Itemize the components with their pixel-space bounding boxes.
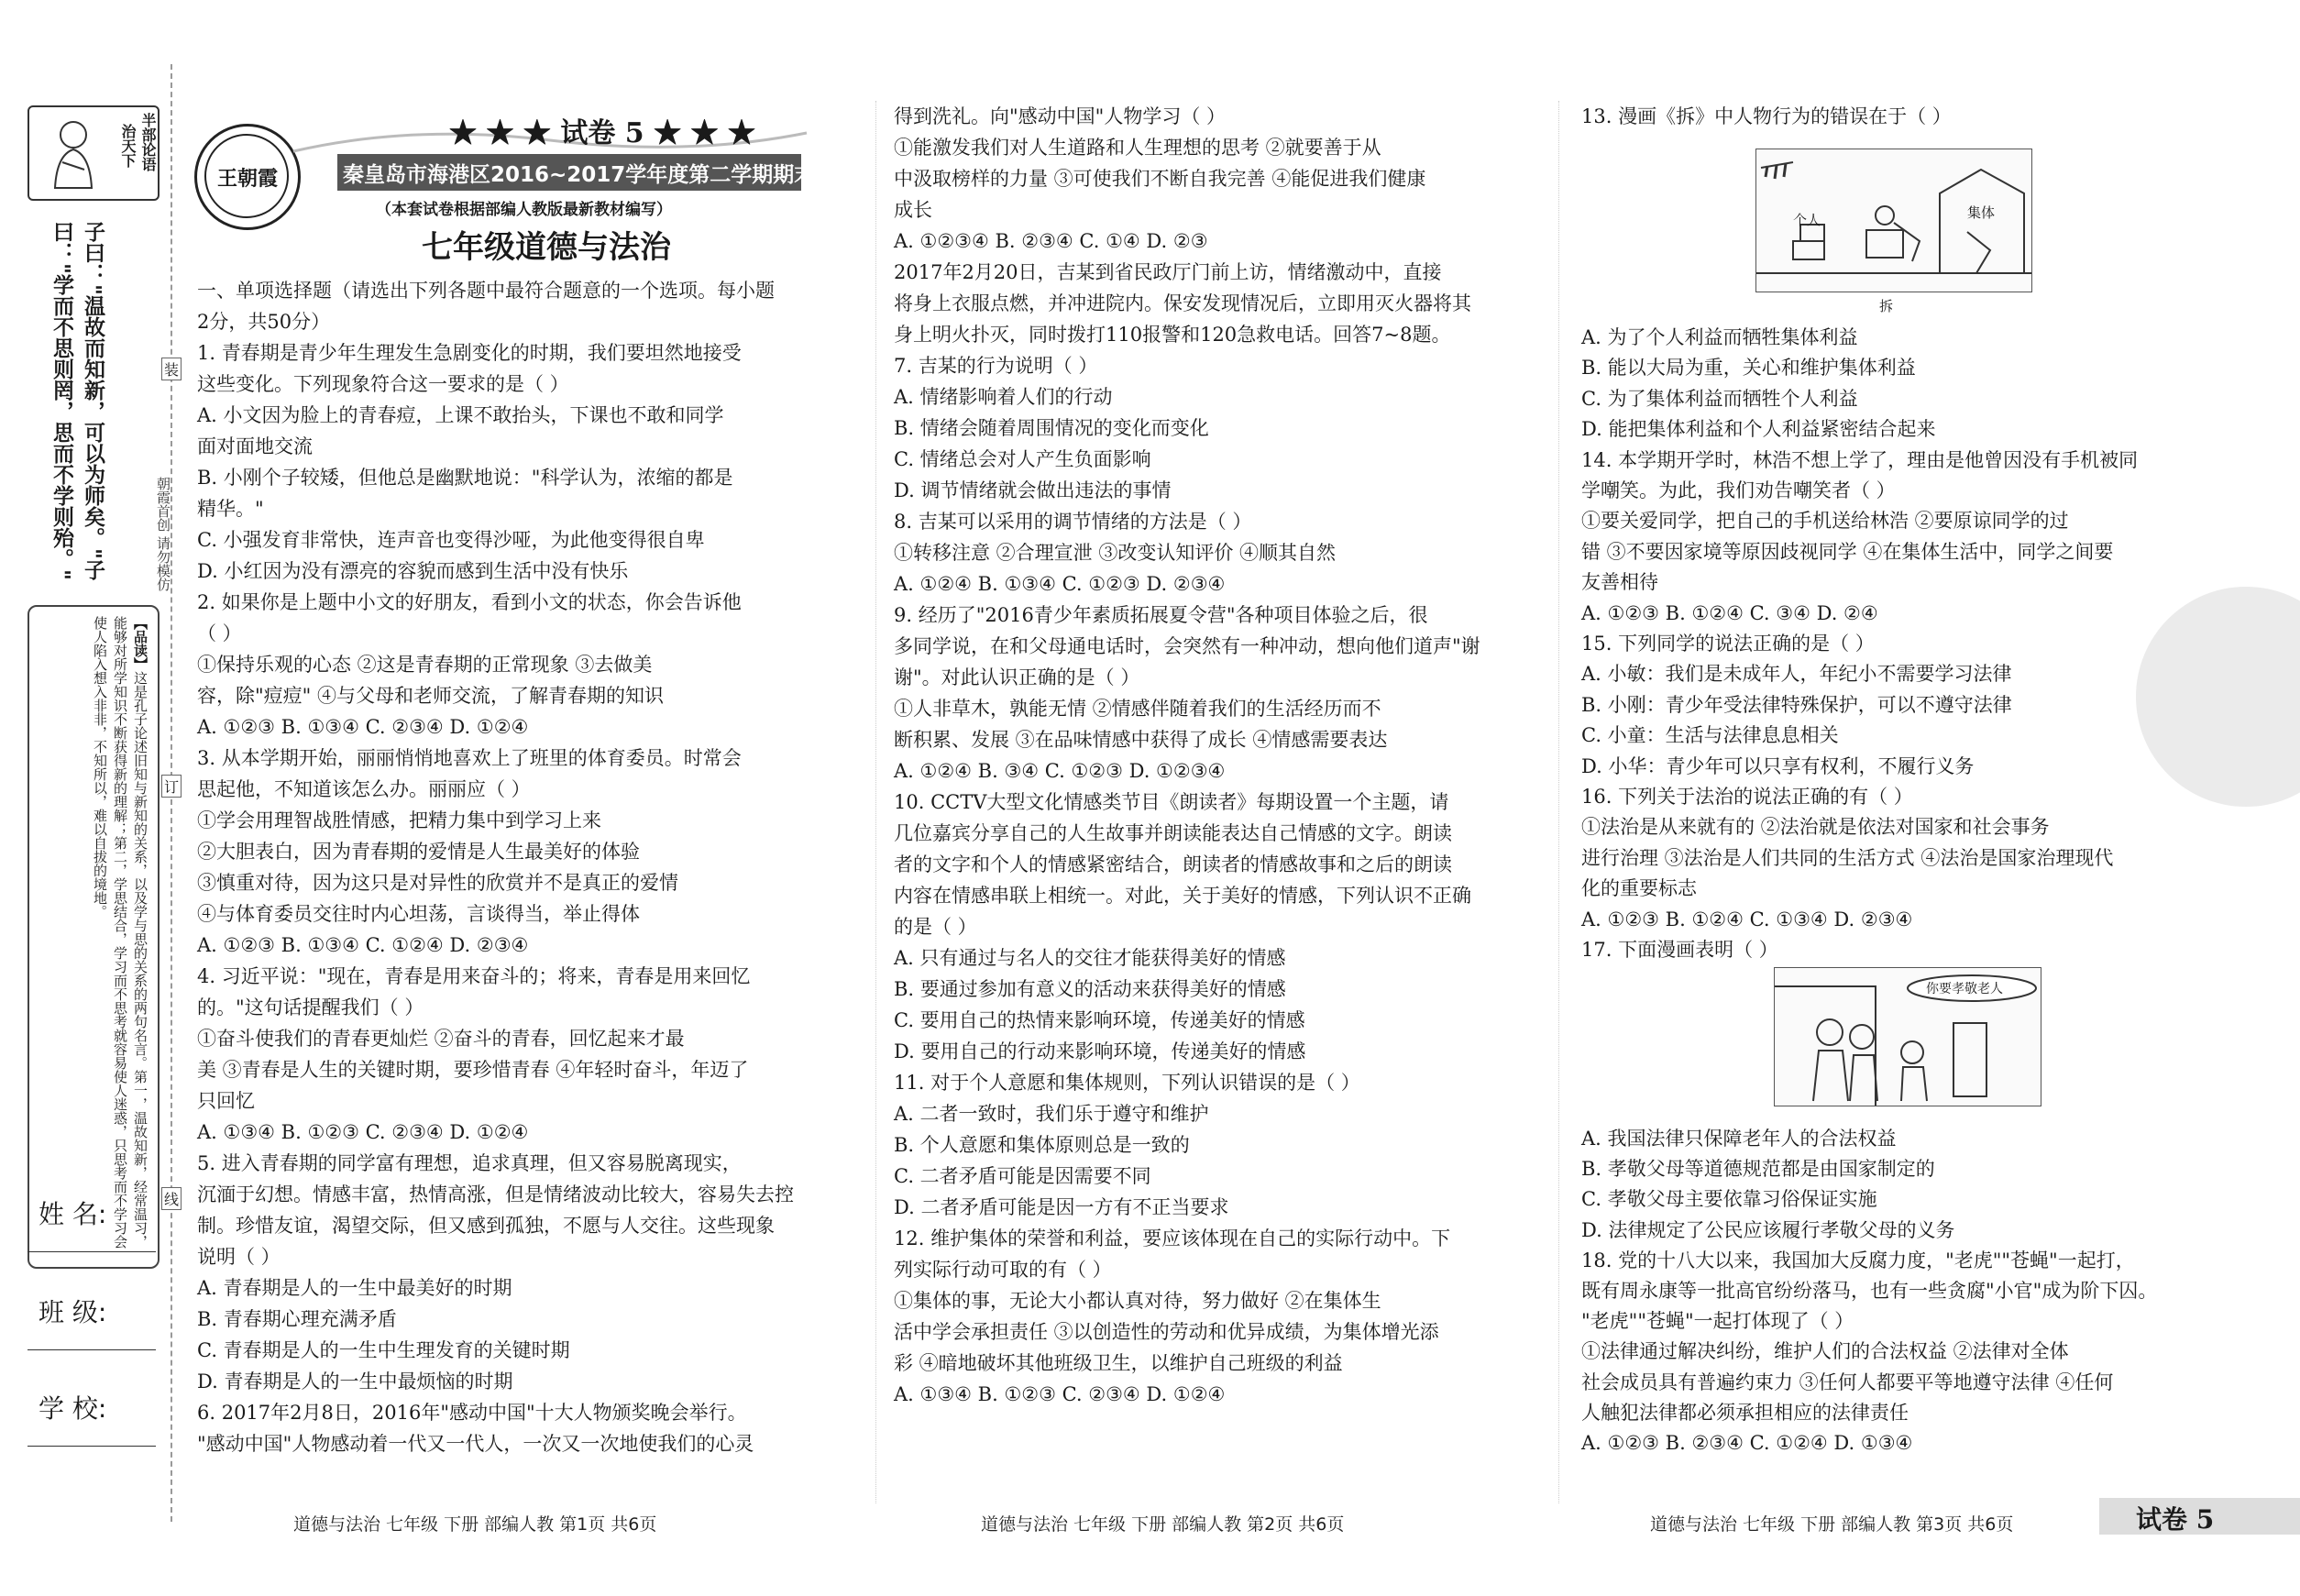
question-line: ①要关爱同学，把自己的手机送给林浩 ②要原谅同学的过 bbox=[1581, 510, 2069, 533]
column-divider-1 bbox=[875, 101, 876, 1503]
question-line: B. 个人意愿和集体原则总是一致的 bbox=[894, 1134, 1190, 1156]
question-line: B. 情绪会随着周围情况的变化而变化 bbox=[894, 417, 1209, 439]
question-line: 活中学会承担责任 ③以创造性的劳动和优异成绩，为集体增光添 bbox=[894, 1321, 1439, 1343]
question-line: 5. 进入青春期的同学富有理想，追求真理，但又容易脱离现实， bbox=[197, 1152, 742, 1174]
question-line: 沉湎于幻想。情感丰富，热情高涨，但是情绪波动比较大，容易失去控 bbox=[197, 1183, 794, 1205]
question-line: 7. 吉某的行为说明（ ） bbox=[894, 355, 1098, 377]
question-line: 成长 bbox=[894, 199, 932, 221]
question-line: D. 调节情绪就会做出违法的事情 bbox=[894, 479, 1172, 501]
cartoon-bubble-text: 你要孝敬老人 bbox=[1926, 982, 2003, 996]
question-line: 得到洗礼。向"感动中国"人物学习（ ） bbox=[894, 105, 1226, 127]
question-line: 2分，共50分） bbox=[197, 311, 331, 333]
question-line: D. 青春期是人的一生中最烦恼的时期 bbox=[197, 1370, 513, 1392]
question-line: A. 为了个人利益而牺牲集体利益 bbox=[1581, 326, 1858, 348]
question-line: （ ） bbox=[197, 622, 242, 644]
question-line: D. 法律规定了公民应该履行孝敬父母的义务 bbox=[1581, 1218, 1955, 1241]
question-line: A. ①②③ B. ①②④ C. ①③④ D. ②③④ bbox=[1581, 908, 1913, 930]
question-line: 既有周永康等一批高官纷纷落马，也有一些贪腐"小官"成为阶下囚。 bbox=[1581, 1280, 2158, 1302]
question-line: 断积累、发展 ③在品味情感中获得了成长 ④情感需要表达 bbox=[894, 729, 1388, 751]
question-line: ①学会用理智战胜情感，把精力集中到学习上来 bbox=[197, 809, 601, 831]
question-line: 2017年2月20日，吉某到省民政厅门前上访，情绪激动中，直接 bbox=[894, 261, 1442, 283]
question-line: C. 要用自己的热情来影响环境，传递美好的情感 bbox=[894, 1009, 1305, 1031]
question-line: ①人非草木，孰能无情 ②情感伴随着我们的生活经历而不 bbox=[894, 698, 1381, 720]
question-line: A. ①③④ B. ①②③ C. ②③④ D. ①②④ bbox=[894, 1383, 1226, 1405]
cartoon-demolish bbox=[1755, 149, 2032, 292]
sidebar-top-box bbox=[28, 105, 160, 201]
series-label: ★ ★ ★ 试卷 5 ★ ★ ★ bbox=[449, 117, 755, 149]
question-line: 9. 经历了"2016青少年素质拓展夏令营"各种项目体验之后，很 bbox=[894, 604, 1428, 626]
question-line: 13. 漫画《拆》中人物行为的错误在于（ ） bbox=[1581, 105, 1952, 127]
question-line: ①集体的事，无论大小都认真对待，努力做好 ②在集体生 bbox=[894, 1290, 1381, 1312]
name-field[interactable] bbox=[28, 1187, 156, 1252]
question-line: 几位嘉宾分享自己的人生故事并朗读能表达自己情感的文字。朗读 bbox=[894, 822, 1452, 844]
question-line: 学嘲笑。为此，我们劝告嘲笑者（ ） bbox=[1581, 479, 1896, 501]
question-line: A. ①②③ B. ①②④ C. ③④ D. ②④ bbox=[1581, 601, 1878, 624]
commentary-box bbox=[28, 605, 160, 1269]
question-line: 15. 下列同学的说法正确的是（ ） bbox=[1581, 633, 1875, 655]
question-line: 制。珍惜友谊，渴望交际，但又感到孤独，不愿与人交往。这些现象 bbox=[197, 1215, 775, 1237]
question-line: 2. 如果你是上题中小文的好朋友，看到小文的状态，你会告诉他 bbox=[197, 591, 742, 613]
question-line: 6. 2017年2月8日，2016年"感动中国"十大人物颁奖晚会举行。 bbox=[197, 1402, 747, 1424]
cartoon-label-left: 个人 bbox=[1793, 212, 1821, 228]
school-field[interactable] bbox=[28, 1381, 156, 1447]
class-field[interactable] bbox=[28, 1285, 156, 1350]
cartoon-filial bbox=[1774, 967, 2041, 1106]
question-line: A. ①②④ B. ①③④ C. ①②③ D. ②③④ bbox=[894, 573, 1226, 595]
question-line: ①奋斗使我们的青春更灿烂 ②奋斗的青春，回忆起来才最 bbox=[197, 1028, 685, 1050]
exam-note: （本套试卷根据部编人教版最新教材编写） bbox=[376, 201, 672, 219]
question-line: A. 我国法律只保障老年人的合法权益 bbox=[1581, 1128, 1897, 1150]
cartoon-label-right: 集体 bbox=[1967, 204, 1996, 221]
sidebar-top-text-1: 半部论语 bbox=[139, 113, 157, 171]
question-line: A. 只有通过与名人的交往才能获得美好的情感 bbox=[894, 947, 1286, 969]
footer-badge-text: 试卷 5 bbox=[2136, 1504, 2215, 1535]
question-line: 16. 下列关于法治的说法正确的有（ ） bbox=[1581, 786, 1913, 808]
commentary-body: 这是孔子论述旧知与新知的关系，以及学与思的关系的两句名言。第一，温故知新，经常温习，能够对所学知识不断获得新的理解；第二，学思结合，学习而不思考就容易使人迷惑，只思考而不学习会使人陷入想入非非，不知所以，难以自拔的境地。 bbox=[92, 616, 149, 1249]
question-line: 10. CCTV大型文化情感类节目《朗读者》每期设置一个主题，请 bbox=[894, 791, 1449, 813]
fold-mark-2: 订 bbox=[161, 775, 182, 798]
question-line: ①法律通过解决纠纷，维护人们的合法权益 ②法律对全体 bbox=[1581, 1340, 2069, 1363]
question-line: ①转移注意 ②合理宣泄 ③改变认知评价 ④顺其自然 bbox=[894, 542, 1337, 564]
exam-title: 秦皇岛市海港区2016~2017学年度第二学期期末质量检测试卷 bbox=[343, 163, 942, 187]
question-line: 中汲取榜样的力量 ③可使我们不断自我完善 ④能促进我们健康 bbox=[894, 168, 1426, 190]
question-line: B. 能以大局为重，关心和维护集体利益 bbox=[1581, 357, 1916, 380]
question-line: 彩 ④暗地破坏其他班级卫生，以维护自己班级的利益 bbox=[894, 1352, 1343, 1374]
question-line: C. 小童：生活与法律息息相关 bbox=[1581, 724, 1839, 747]
question-line: 谢"。对此认识正确的是（ ） bbox=[894, 666, 1140, 688]
question-line: ④与体育委员交往时内心坦荡，言谈得当，举止得体 bbox=[197, 903, 640, 925]
question-line: 17. 下面漫画表明（ ） bbox=[1581, 939, 1778, 961]
logo-text: 王朝霞 bbox=[216, 167, 278, 191]
confucius-figure-icon bbox=[37, 115, 110, 192]
question-line: 3. 从本学期开始，丽丽悄悄地喜欢上了班里的体育委员。时常会 bbox=[197, 747, 742, 769]
question-line: 进行治理 ③法治是人们共同的生活方式 ④法治是国家治理现代 bbox=[1581, 846, 2114, 869]
fold-mark-3: 线 bbox=[161, 1187, 182, 1210]
question-line: 14. 本学期开学时，林浩不想上学了，理由是他曾因没有手机被同 bbox=[1581, 448, 2139, 471]
question-line: 者的文字和个人的情感紧密结合，朗读者的情感故事和之后的朗读 bbox=[894, 853, 1452, 875]
question-line: 这些变化。下列现象符合这一要求的是（ ） bbox=[197, 373, 569, 395]
question-line: C. 情绪总会对人产生负面影响 bbox=[894, 448, 1151, 470]
question-line: 精华。" bbox=[197, 498, 264, 520]
question-line: 身上明火扑灭，同时拨打110报警和120急救电话。回答7~8题。 bbox=[894, 324, 1451, 346]
question-line: 一、单项选择题（请选出下列各题中最符合题意的一个选项。每小题 bbox=[197, 280, 775, 302]
question-line: A. 青春期是人的一生中最美好的时期 bbox=[197, 1277, 512, 1299]
footer-page-1: 道德与法治 七年级 下册 部编人教 第1页 共6页 bbox=[293, 1514, 657, 1535]
question-line: C. 为了集体利益而牺牲个人利益 bbox=[1581, 387, 1858, 410]
fold-mark-1: 装 bbox=[161, 358, 182, 380]
question-line: D. 小红因为没有漂亮的容貌而感到生活中没有快乐 bbox=[197, 560, 629, 582]
question-line: A. ①②③ B. ①③④ C. ②③④ D. ①②④ bbox=[197, 716, 529, 738]
question-line: 内容在情感串联上相统一。对此，关于美好的情感，下列认识不正确 bbox=[894, 885, 1471, 907]
question-line: 说明（ ） bbox=[197, 1246, 281, 1268]
question-line: ③慎重对待，因为这只是对异性的欣赏并不是真正的爱情 bbox=[197, 872, 678, 894]
question-line: C. 青春期是人的一生中生理发育的关键时期 bbox=[197, 1339, 570, 1361]
question-line: "老虎""苍蝇"一起打体现了（ ） bbox=[1581, 1310, 1854, 1333]
question-line: 思起他，不知道该怎么办。丽丽应（ ） bbox=[197, 778, 531, 800]
question-line: A. ①②③ B. ①③④ C. ①②④ D. ②③④ bbox=[197, 934, 529, 956]
class-label: 班 级: bbox=[39, 1297, 107, 1327]
question-line: 18. 党的十八大以来，我国加大反腐力度，"老虎""苍蝇"一起打， bbox=[1581, 1249, 2135, 1271]
question-line: 面对面地交流 bbox=[197, 435, 313, 457]
column-divider-2 bbox=[1558, 101, 1559, 1503]
question-line: D. 小华：青少年可以只享有权利，不履行义务 bbox=[1581, 754, 1975, 777]
sidebar bbox=[28, 105, 165, 1522]
question-line: 11. 对于个人意愿和集体规则，下列认识错误的是（ ） bbox=[894, 1072, 1360, 1094]
footer-page-2: 道德与法治 七年级 下册 部编人教 第2页 共6页 bbox=[981, 1514, 1345, 1535]
commentary-text bbox=[90, 616, 150, 1258]
question-line: C. 孝敬父母主要依靠习俗保证实施 bbox=[1581, 1188, 1877, 1211]
question-line: ①保持乐观的心态 ②这是青春期的正常现象 ③去做美 bbox=[197, 654, 653, 676]
question-line: A. 情绪影响着人们的行动 bbox=[894, 386, 1113, 408]
question-line: A. 小文因为脸上的青春痘，上课不敢抬头，下课也不敢和同学 bbox=[197, 404, 724, 426]
question-line: B. 要通过参加有意义的活动来获得美好的情感 bbox=[894, 978, 1286, 1000]
question-line: C. 二者矛盾可能是因需要不同 bbox=[894, 1165, 1151, 1187]
question-line: 多同学说，在和父母通电话时，会突然有一种冲动，想向他们道声"谢 bbox=[894, 635, 1480, 657]
question-line: "感动中国"人物感动着一代又一代人，一次又一次地使我们的心灵 bbox=[197, 1433, 754, 1455]
copyright-note: 朝霞首创 请勿模仿 bbox=[155, 477, 171, 591]
question-line: A. 小敏：我们是未成年人，年纪小不需要学习法律 bbox=[1581, 663, 2012, 686]
question-line: 1. 青春期是青少年生理发生急剧变化的时期，我们要坦然地接受 bbox=[197, 342, 742, 364]
sidebar-top-text-2: 治天下 bbox=[119, 124, 137, 168]
question-line: 社会成员具有普遍约束力 ③任何人都要平等地遵守法律 ④任何 bbox=[1581, 1370, 2114, 1393]
question-line: 4. 习近平说："现在，青春是用来奋斗的；将来，青春是用来回忆 bbox=[197, 965, 751, 987]
question-line: 错 ③不要因家境等原因歧视同学 ④在集体生活中，同学之间要 bbox=[1581, 540, 2114, 563]
question-line: 友善相待 bbox=[1581, 571, 1658, 594]
question-line: ①法治是从来就有的 ②法治就是依法对国家和社会事务 bbox=[1581, 816, 2050, 839]
footer-page-3: 道德与法治 七年级 下册 部编人教 第3页 共6页 bbox=[1650, 1514, 2014, 1535]
question-line: 的是（ ） bbox=[894, 916, 977, 938]
question-line: D. 能把集体利益和个人利益紧密结合起来 bbox=[1581, 418, 1936, 441]
school-label: 学 校: bbox=[39, 1393, 107, 1424]
question-line: ②大胆表白，因为青春期的爱情是人生最美好的体验 bbox=[197, 841, 640, 863]
question-line: 的。"这句话提醒我们（ ） bbox=[197, 996, 424, 1018]
commentary-label: 【品读】 bbox=[132, 616, 149, 671]
question-line: 美 ③青春是人生的关键时期，要珍惜青春 ④年轻时奋斗，年迈了 bbox=[197, 1059, 749, 1081]
question-line: A. ①③④ B. ①②③ C. ②③④ D. ①②④ bbox=[197, 1121, 529, 1143]
sidebar-quote: 子曰："温故而知新，可以为师矣。"子曰："学而不思则罔，思而不学则殆。" bbox=[50, 221, 105, 580]
question-line: D. 二者矛盾可能是因一方有不正当要求 bbox=[894, 1196, 1229, 1218]
question-line: A. ①②④ B. ③④ C. ①②③ D. ①②③④ bbox=[894, 760, 1226, 782]
question-line: A. 二者一致时，我们乐于遵守和维护 bbox=[894, 1103, 1209, 1125]
question-line: D. 要用自己的行动来影响环境，传递美好的情感 bbox=[894, 1040, 1306, 1062]
question-line: A. ①②③④ B. ②③④ C. ①④ D. ②③ bbox=[894, 230, 1208, 252]
watermark-seal-icon bbox=[2136, 587, 2300, 807]
question-line: B. 孝敬父母等道德规范都是由国家制定的 bbox=[1581, 1158, 1935, 1181]
question-line: 8. 吉某可以采用的调节情绪的方法是（ ） bbox=[894, 511, 1252, 533]
question-line: 化的重要标志 bbox=[1581, 877, 1697, 900]
question-line: 列实际行动可取的有（ ） bbox=[894, 1259, 1112, 1281]
question-line: B. 小刚个子较矮，但他总是幽默地说："科学认为，浓缩的都是 bbox=[197, 467, 733, 489]
question-line: B. 青春期心理充满矛盾 bbox=[197, 1308, 397, 1330]
question-line: 12. 维护集体的荣誉和利益，要应该体现在自己的实际行动中。下 bbox=[894, 1227, 1451, 1249]
question-line: B. 小刚：青少年受法律特殊保护，可以不遵守法律 bbox=[1581, 693, 2012, 716]
question-line: A. ①②③ B. ②③④ C. ①②④ D. ①③④ bbox=[1581, 1432, 1913, 1454]
question-line: C. 小强发育非常快，连声音也变得沙哑，为此他变得很自卑 bbox=[197, 529, 705, 551]
name-label: 姓 名: bbox=[39, 1199, 107, 1229]
question-line: 容，除"痘痘" ④与父母和老师交流，了解青春期的知识 bbox=[197, 685, 664, 707]
cartoon-caption: 拆 bbox=[1879, 298, 1894, 314]
question-line: 将身上衣服点燃，并冲进院内。保安发现情况后，立即用灭火器将其 bbox=[894, 292, 1471, 314]
question-line: 人触犯法律都必须承担相应的法律责任 bbox=[1581, 1401, 1909, 1424]
question-line: 只回忆 bbox=[197, 1090, 255, 1112]
question-line: ①能激发我们对人生道路和人生理想的思考 ②就要善于从 bbox=[894, 137, 1381, 159]
subject-title: 七年级道德与法治 bbox=[422, 229, 671, 266]
